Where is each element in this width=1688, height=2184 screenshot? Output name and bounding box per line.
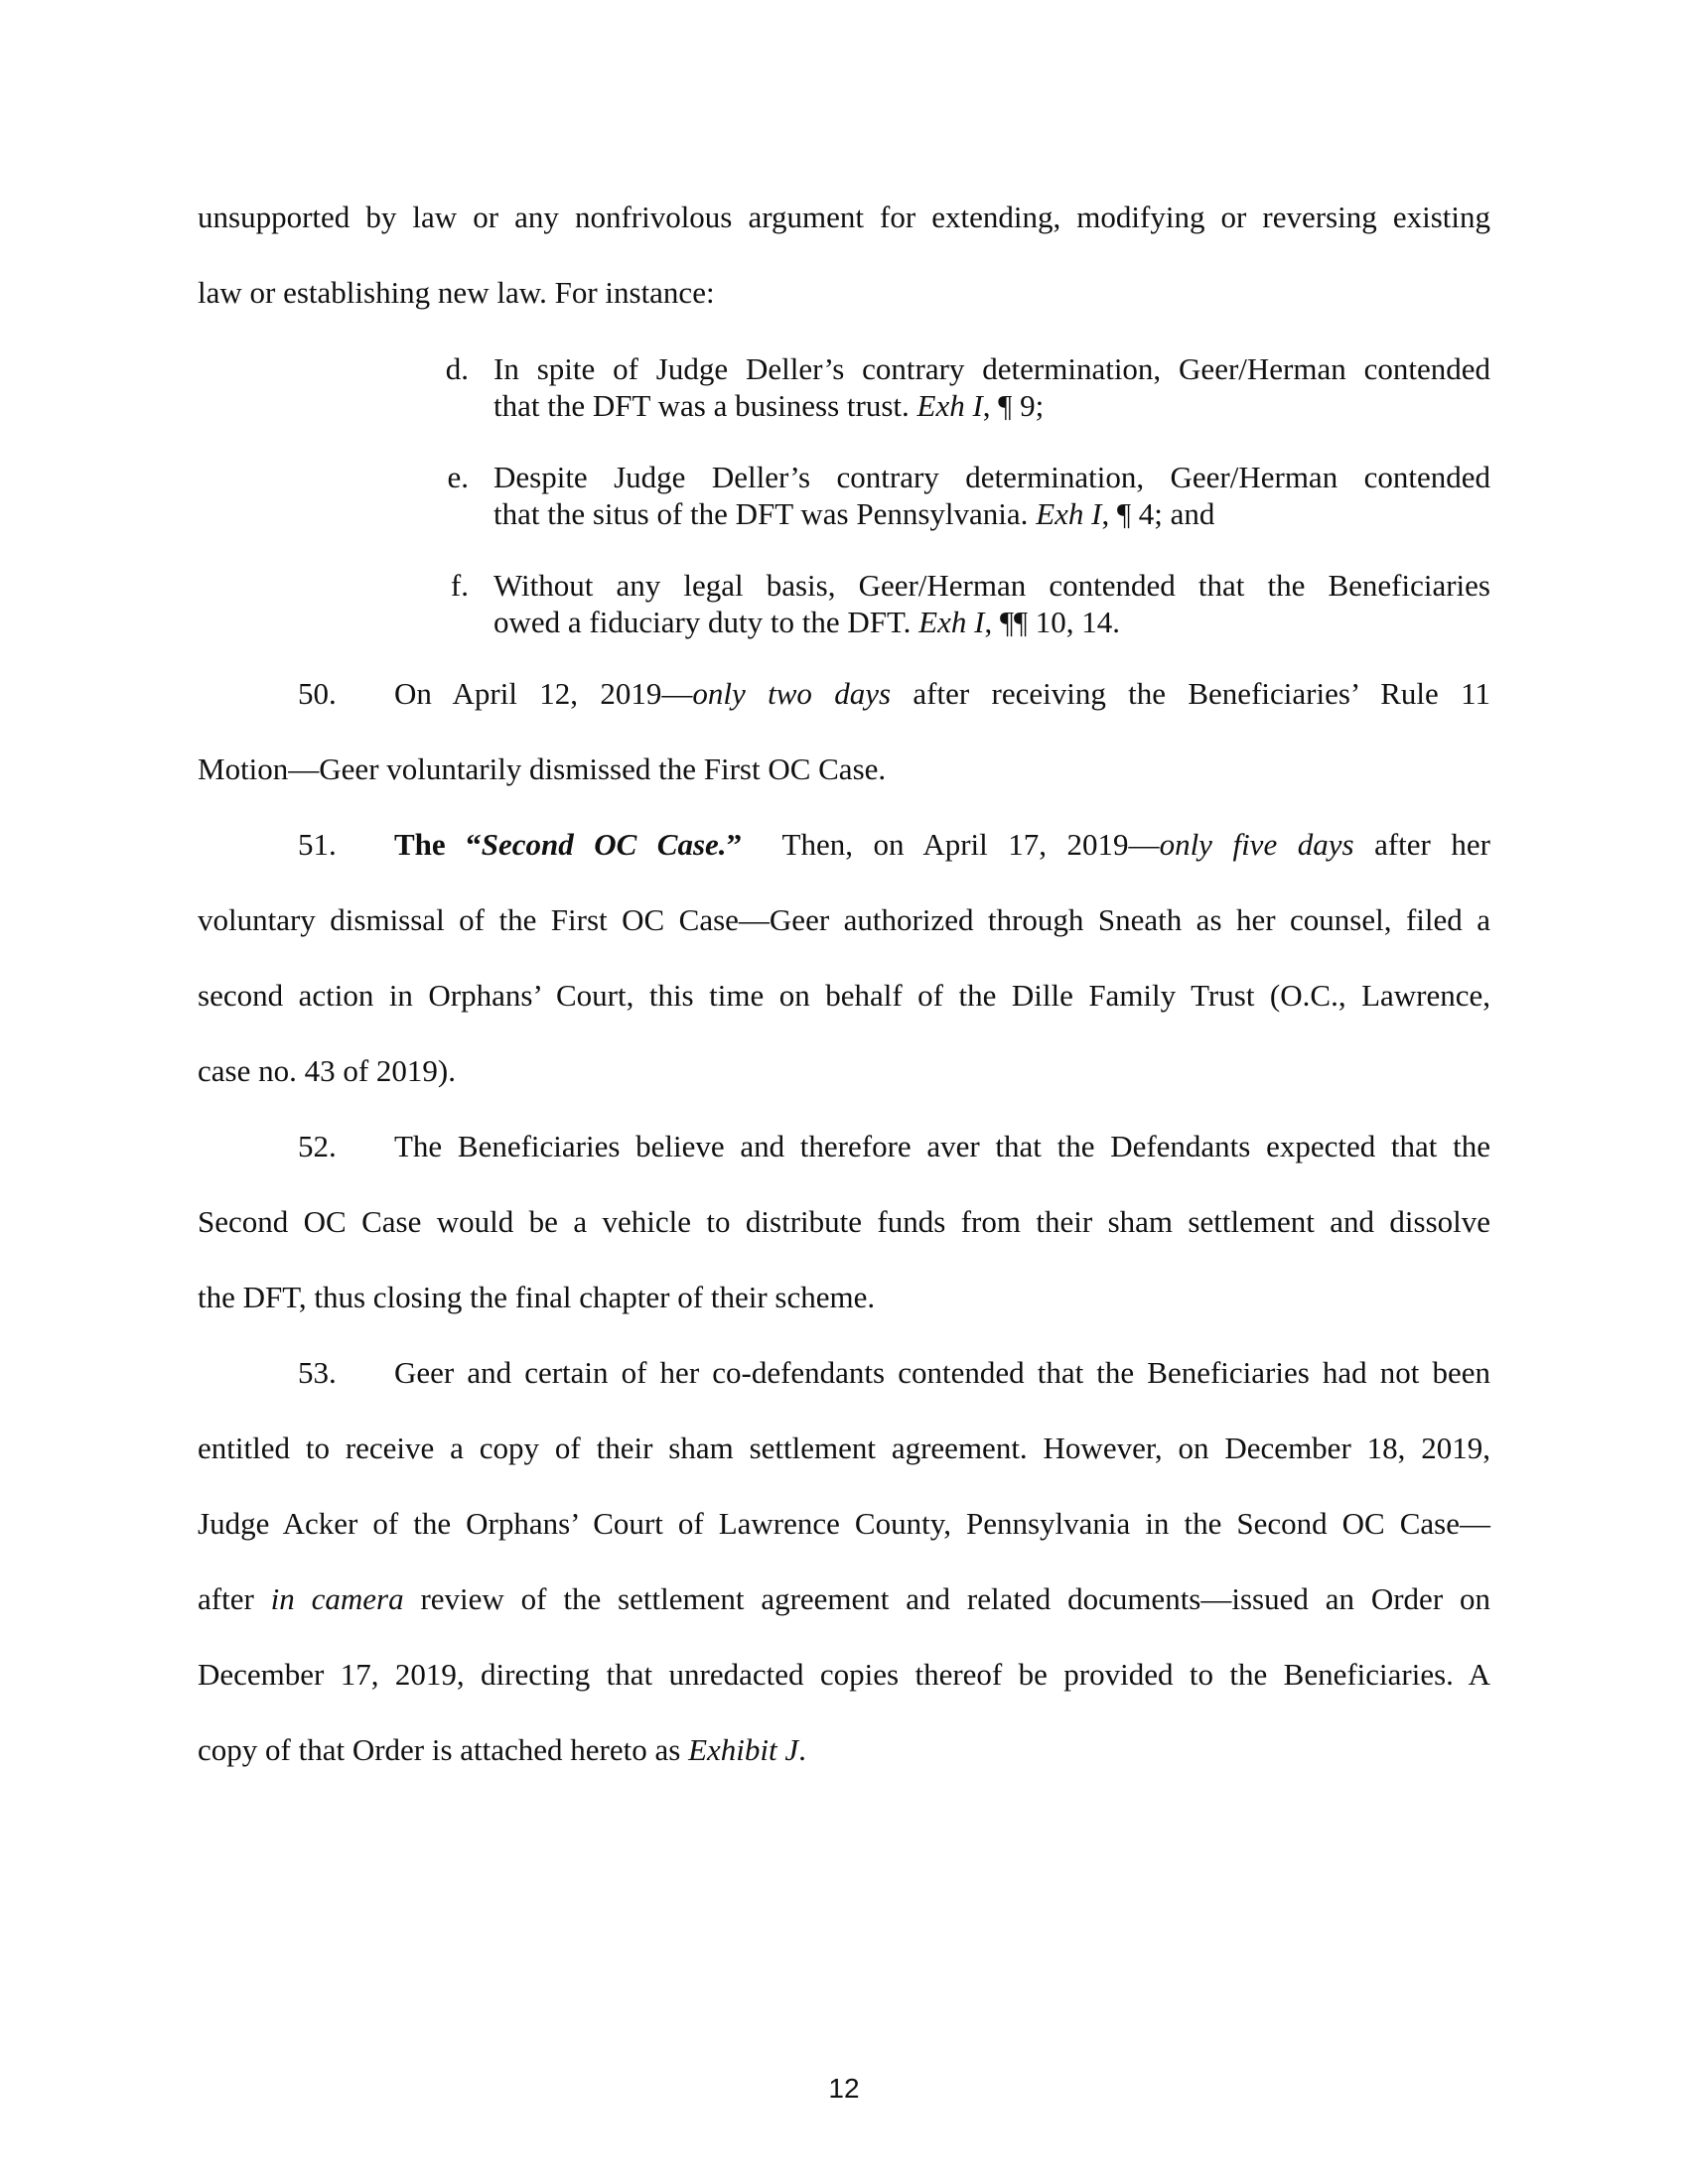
paragraph-number: 53.: [298, 1355, 337, 1390]
exhibit-citation: Exh I: [918, 605, 985, 639]
list-item-text-run: that the situs of the DFT was Pennsylvania.: [493, 496, 1037, 531]
text-run: Geer and certain of her co-defendants contended that the Beneficiaries had not been: [394, 1355, 1490, 1390]
paragraph-number: 51.: [298, 827, 337, 862]
heading-text: The “: [394, 827, 482, 862]
paragraph-51-line-2: voluntary dismissal of the First OC Case—Geer authorized through Sneath as her counsel, filed a: [198, 902, 1490, 937]
exhibit-citation: Exh I: [1036, 496, 1102, 531]
paragraph-52-line-1: [198, 1129, 1490, 1164]
text-run: after receiving the Beneficiaries’ Rule 11: [891, 676, 1490, 711]
list-item-line-1: Without any legal basis, Geer/Herman contended that the Beneficiaries: [493, 568, 1490, 603]
text-run: after: [198, 1581, 271, 1616]
paragraph-53-line-1: [198, 1355, 1490, 1391]
exhibit-reference: Exhibit J: [688, 1732, 799, 1767]
list-item-line-2: [493, 604, 1490, 640]
paragraph-number: 50.: [298, 676, 337, 711]
list-item-text: [493, 459, 1490, 532]
paragraph-53-line-5: December 17, 2019, directing that unredacted copies thereof be provided to the Beneficiaries. A: [198, 1657, 1490, 1692]
text-run: .: [798, 1732, 806, 1767]
list-item-text-run: owed a fiduciary duty to the DFT.: [493, 605, 919, 639]
paragraph-51-line-4: case no. 43 of 2019).: [198, 1053, 456, 1088]
paragraph-reference: , ¶ 9;: [982, 388, 1045, 423]
paragraph-53-line-3: Judge Acker of the Orphans’ Court of Lawrence County, Pennsylvania in the Second OC Case—: [198, 1506, 1490, 1541]
list-item-line-1: In spite of Judge Deller’s contrary determination, Geer/Herman contended: [493, 351, 1490, 386]
heading-text: ”: [726, 827, 743, 862]
paragraph-51-line-3: second action in Orphans’ Court, this time on behalf of the Dille Family Trust (O.C., Lawrence,: [198, 978, 1490, 1013]
text-run: On April 12, 2019—: [394, 676, 693, 711]
list-item-text: [493, 350, 1490, 424]
page-number: 12: [828, 2073, 860, 2104]
list-letter: d.: [445, 351, 469, 386]
list-letter: e.: [447, 460, 469, 494]
emphasis-text: only five days: [1159, 827, 1354, 862]
text-run: review of the settlement agreement and related documents—issued an Order on: [403, 1581, 1490, 1616]
emphasis-text: in camera: [270, 1581, 404, 1616]
paragraph-53-line-4: [198, 1581, 1490, 1617]
text-run: Then, on April 17, 2019—: [742, 827, 1160, 862]
paragraph-number: 52.: [298, 1129, 337, 1163]
list-item-line-2: [493, 495, 1490, 532]
list-item-text: [493, 567, 1490, 640]
text-run: after her: [1353, 827, 1490, 862]
paragraph-reference: , ¶¶ 10, 14.: [984, 605, 1121, 639]
text-run: copy of that Order is attached hereto as: [198, 1732, 689, 1767]
list-item-line-1: Despite Judge Deller’s contrary determination, Geer/Herman contended: [493, 460, 1490, 494]
paragraph-53-line-2: entitled to receive a copy of their sham settlement agreement. However, on December 18, 2019,: [198, 1431, 1490, 1465]
intro-line-2: law or establishing new law. For instance:: [198, 275, 715, 310]
paragraph-51-line-1: [198, 827, 1490, 863]
list-letter: f.: [450, 568, 469, 603]
heading-emphasis: Second OC Case.: [481, 827, 727, 862]
list-item-line-2: [493, 387, 1490, 424]
intro-line-1: unsupported by law or any nonfrivolous argument for extending, modifying or reversing existing: [198, 200, 1490, 234]
text-run: The Beneficiaries believe and therefore aver that the Defendants expected that the: [394, 1129, 1490, 1163]
paragraph-52-line-2: Second OC Case would be a vehicle to distribute funds from their sham settlement and dissolve: [198, 1204, 1490, 1239]
section-heading: [394, 827, 742, 862]
paragraph-52-line-3: the DFT, thus closing the final chapter of their scheme.: [198, 1280, 876, 1314]
list-item-text-run: that the DFT was a business trust.: [493, 388, 917, 423]
paragraph-50-line-2: Motion—Geer voluntarily dismissed the First OC Case.: [198, 751, 887, 786]
emphasis-text: only two days: [692, 676, 892, 711]
paragraph-53-line-6: [198, 1732, 1490, 1768]
paragraph-reference: , ¶ 4; and: [1101, 496, 1215, 531]
exhibit-citation: Exh I: [916, 388, 983, 423]
paragraph-50-line-1: [198, 676, 1490, 712]
